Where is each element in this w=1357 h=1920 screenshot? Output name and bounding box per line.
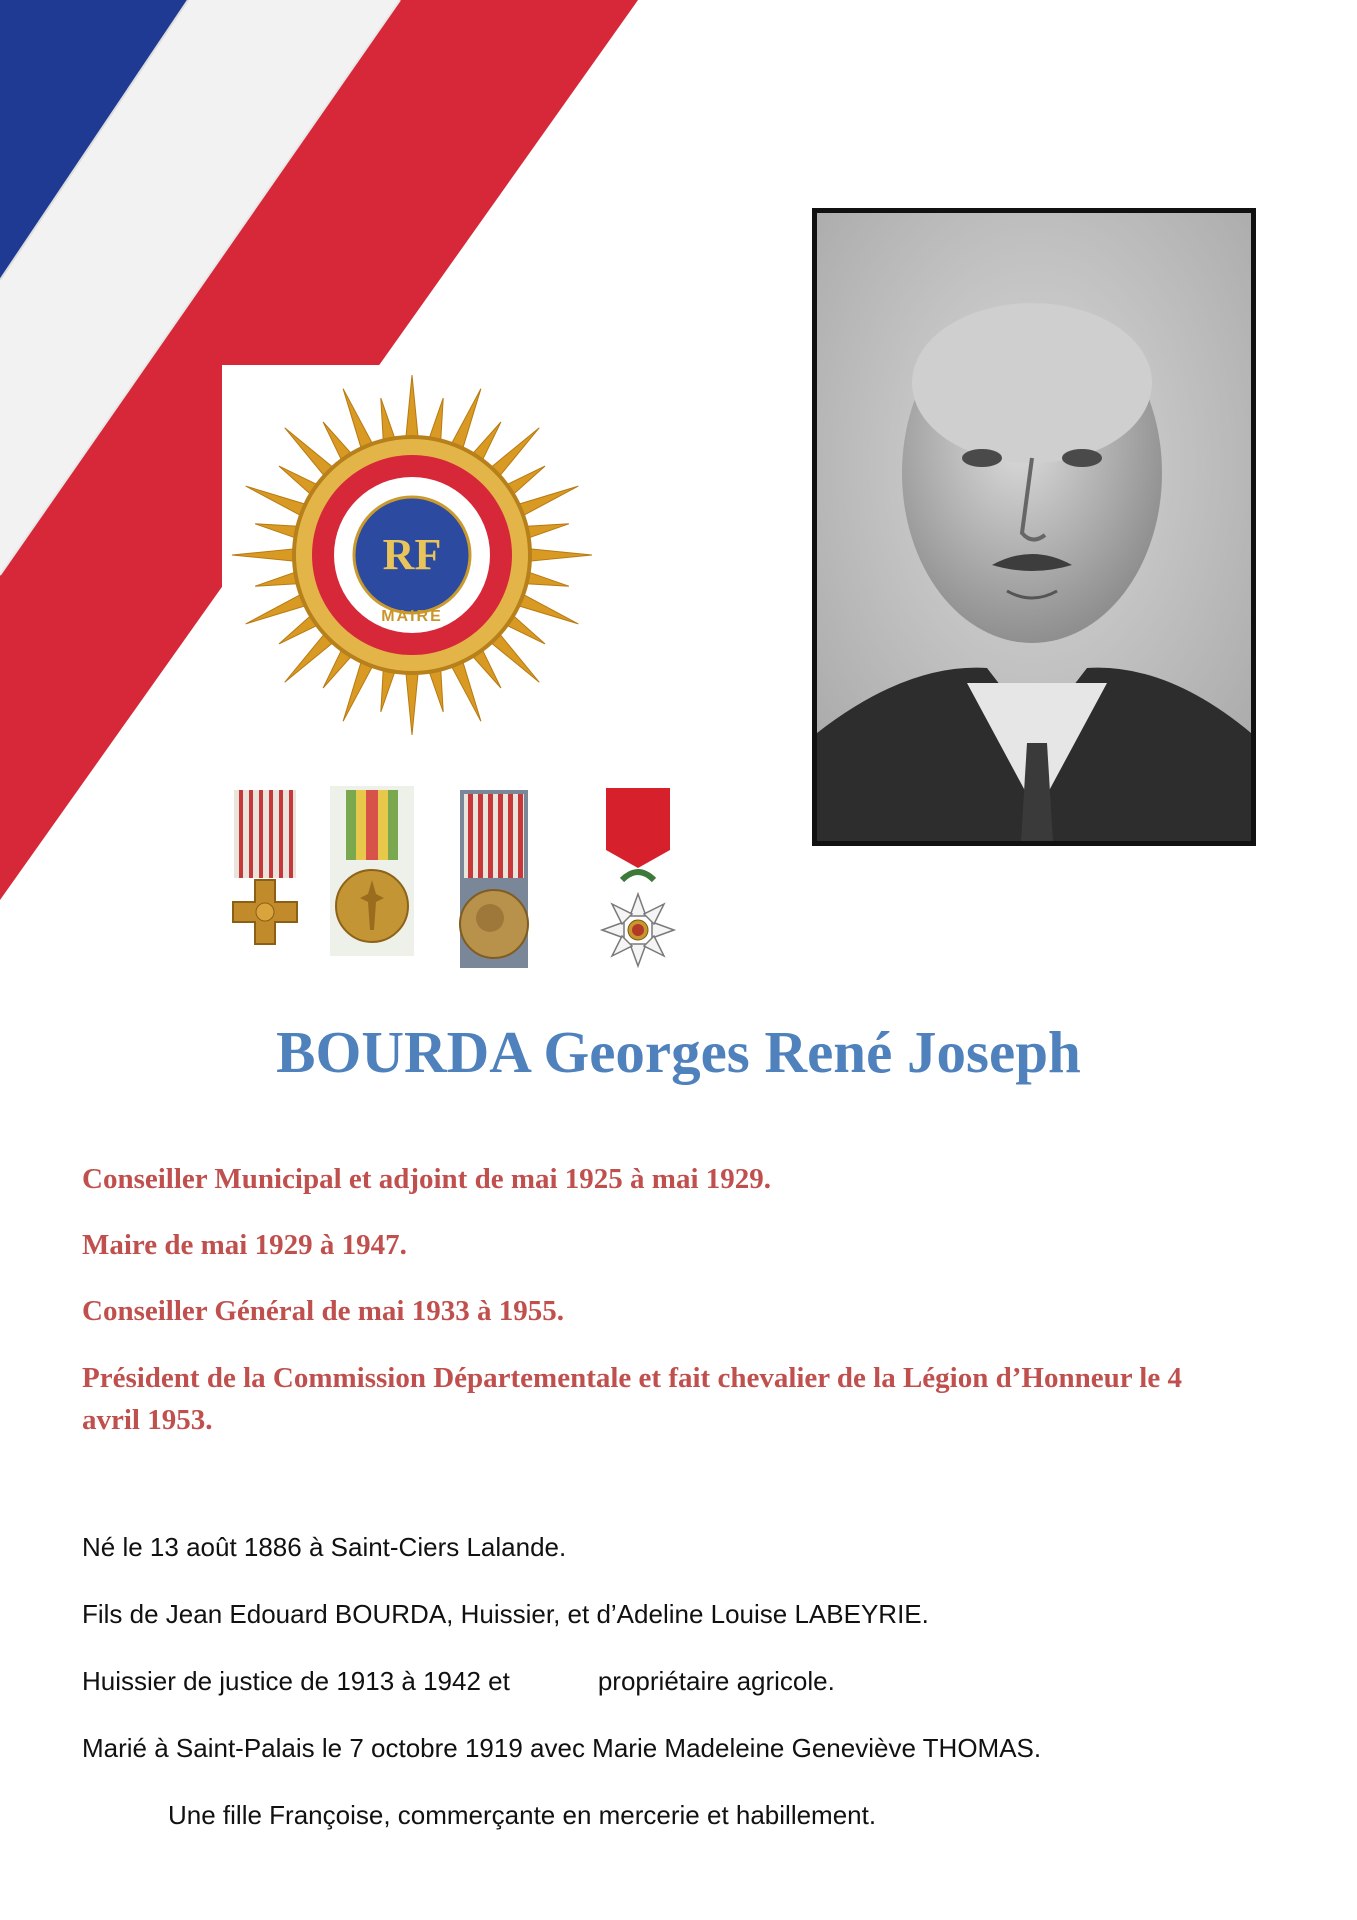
bio-birth: Né le 13 août 1886 à Saint-Ciers Lalande. bbox=[82, 1532, 567, 1562]
rosette-center-text: RF bbox=[382, 530, 442, 579]
rosette-ray bbox=[524, 548, 592, 561]
croix-de-guerre-medal bbox=[233, 790, 297, 944]
bio-profession bbox=[82, 1664, 835, 1698]
mayor-rosette-badge bbox=[222, 365, 610, 745]
victory-medal bbox=[330, 786, 414, 956]
portrait-photo bbox=[812, 208, 1256, 846]
role-line-3: Conseiller Général de mai 1933 à 1955. bbox=[82, 1295, 564, 1327]
bio-marriage: Marié à Saint-Palais le 7 octobre 1919 avec Marie Madeleine Geneviève THOMAS. bbox=[82, 1733, 1042, 1763]
person-name-title: BOURDA Georges René Joseph bbox=[276, 1019, 1081, 1085]
bio-profession-part1: Huissier de justice de 1913 à 1942 et bbox=[82, 1666, 510, 1696]
rosette-ray bbox=[405, 667, 418, 735]
rosette-ray bbox=[232, 548, 300, 561]
bio-profession-part2: propriétaire agricole. bbox=[597, 1666, 835, 1696]
rosette-ray bbox=[405, 375, 418, 443]
role-line-4: Président de la Commission Départementale et fait chevalier de la Légion d’Honneur le 4 avril 1953. bbox=[82, 1362, 1182, 1436]
medals-row bbox=[222, 780, 692, 1000]
rosette-ring-text: MAIRE bbox=[381, 608, 443, 625]
role-line-2: Maire de mai 1929 à 1947. bbox=[82, 1229, 407, 1261]
bio-parents: Fils de Jean Edouard BOURDA, Huissier, et d’Adeline Louise LABEYRIE. bbox=[82, 1599, 929, 1629]
commemorative-medal bbox=[460, 790, 528, 968]
bio-child: Une fille Françoise, commerçante en mercerie et habillement. bbox=[168, 1800, 877, 1830]
legion-of-honour-medal bbox=[602, 784, 674, 994]
role-line-1: Conseiller Municipal et adjoint de mai 1925 à mai 1929. bbox=[82, 1163, 772, 1195]
